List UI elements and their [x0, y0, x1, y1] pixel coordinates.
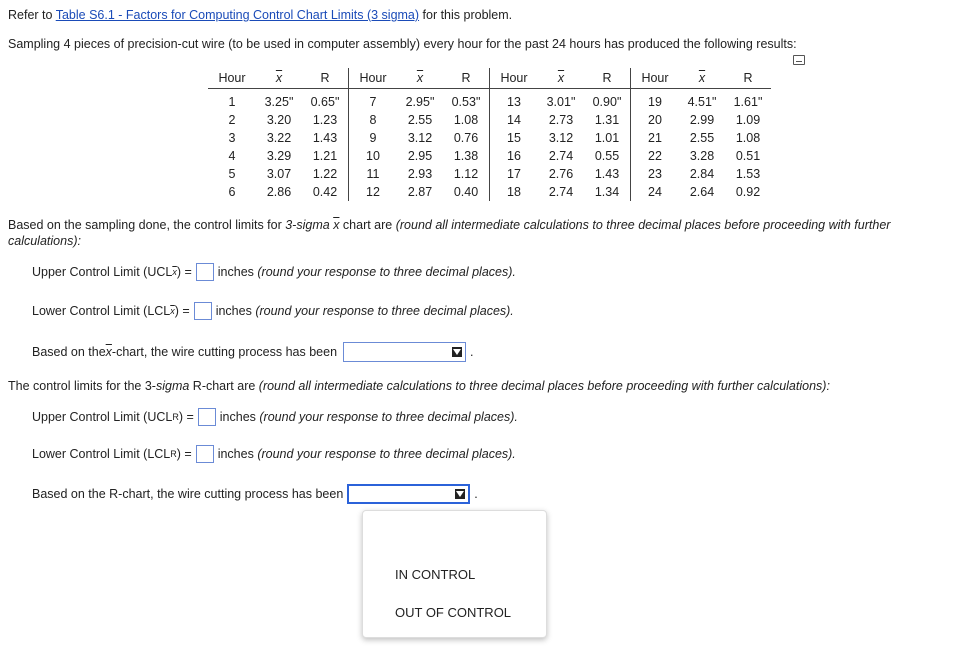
cell-hour: 19 — [631, 89, 680, 112]
cell-xbar: 3.25" — [264, 95, 294, 109]
xbar-process-x: $\overline{x}$ — [105, 345, 112, 359]
xbar-instructions — [8, 218, 890, 232]
ucl-r-eq: ) = — [178, 410, 194, 424]
cell-xbar: 2.95" — [405, 95, 435, 109]
cell-xbar: 2.84 — [689, 167, 715, 181]
cell-hour: 5 — [228, 167, 236, 181]
cell-xbar: 2.74 — [548, 185, 574, 199]
cell-xbar: 3.01" — [546, 95, 576, 109]
header-xbar: $\overline{x}$ — [256, 68, 302, 89]
copy-table-icon[interactable] — [793, 55, 805, 65]
lcl-r-round-note: (round your response to three decimal places). — [257, 447, 516, 461]
header-hour: Hour — [631, 68, 680, 89]
table-row — [208, 111, 771, 129]
lcl-x-input[interactable] — [194, 302, 212, 320]
r-note: (round all intermediate calculations to three decimal places before proceeding with further calculations): — [258, 379, 830, 393]
intro-line — [8, 8, 512, 22]
cell-r: 0.65" — [310, 95, 340, 109]
data-table — [208, 68, 771, 201]
r-process-row — [32, 484, 478, 504]
cell-xbar: 3.12 — [407, 131, 433, 145]
cell-hour: 2 — [228, 113, 236, 127]
cell-hour: 8 — [349, 111, 398, 129]
table-row — [208, 183, 771, 201]
cell-r: 1.43 — [594, 167, 620, 181]
header-r: R — [443, 68, 490, 89]
cell-r: 1.23 — [312, 113, 338, 127]
lcl-r-sub: R — [170, 449, 177, 459]
cell-xbar: 3.29 — [266, 149, 292, 163]
header-hour: Hour — [349, 68, 398, 89]
r-process-text: Based on the R-chart, the wire cutting process has been — [32, 487, 344, 501]
xbar-note-cont: calculations): — [8, 234, 81, 248]
cell-r: 1.12 — [453, 167, 479, 181]
ucl-x-input[interactable] — [196, 263, 214, 281]
cell-xbar: 2.99 — [689, 113, 715, 127]
cell-xbar: 3.07 — [266, 167, 292, 181]
option-out-of-control[interactable]: OUT OF CONTROL — [395, 605, 512, 620]
cell-hour: 1 — [228, 95, 236, 109]
ucl-x-label: Upper Control Limit (UCL — [32, 265, 173, 279]
ucl-r-units: inches — [219, 410, 256, 424]
cell-r: 1.31 — [594, 113, 620, 127]
cell-hour: 17 — [490, 165, 539, 183]
table-row — [208, 165, 771, 183]
ucl-x-round-note: (round your response to three decimal places). — [257, 265, 516, 279]
cell-hour: 14 — [490, 111, 539, 129]
table-row — [208, 129, 771, 147]
cell-r: 1.09 — [735, 113, 761, 127]
ucl-x-units: inches — [217, 265, 254, 279]
cell-hour: 23 — [631, 165, 680, 183]
cell-xbar: 2.73 — [548, 113, 574, 127]
cell-r: 0.92 — [735, 185, 761, 199]
xbar-process-pre: Based on the — [32, 345, 106, 359]
cell-r: 0.90" — [592, 95, 622, 109]
cell-xbar: 3.28 — [689, 149, 715, 163]
cell-xbar: 3.20 — [266, 113, 292, 127]
lcl-r-label: Lower Control Limit (LCL — [32, 447, 171, 461]
lcl-r-eq: ) = — [176, 447, 192, 461]
cell-r: 1.34 — [594, 185, 620, 199]
table-row — [208, 89, 771, 112]
header-r: R — [584, 68, 631, 89]
lcl-x-row — [32, 302, 514, 320]
xbar-symbol: $\overline{x}$ — [333, 218, 340, 232]
cell-hour: 12 — [349, 183, 398, 201]
cell-r: 1.53 — [735, 167, 761, 181]
cell-r: 0.40 — [453, 185, 479, 199]
xbar-note: (round all intermediate calculations to three decimal places before proceeding with further — [395, 218, 891, 232]
cell-r: 1.08 — [453, 113, 479, 127]
ucl-r-row — [32, 408, 518, 426]
cell-hour: 11 — [349, 165, 398, 183]
r-text1: The control limits for the 3- — [8, 379, 156, 393]
ucl-x-row — [32, 263, 516, 281]
cell-xbar: 2.93 — [407, 167, 433, 181]
cell-r: 0.51 — [735, 149, 761, 163]
r-status-dropdown[interactable] — [347, 484, 470, 504]
cell-r: 1.61" — [733, 95, 763, 109]
cell-hour: 24 — [631, 183, 680, 201]
cell-xbar: 2.87 — [407, 185, 433, 199]
ucl-x-eq: ) = — [176, 265, 192, 279]
cell-r: 0.42 — [312, 185, 338, 199]
cell-r: 0.76 — [453, 131, 479, 145]
cell-hour: 3 — [228, 131, 236, 145]
dropdown-arrow-icon — [455, 489, 465, 499]
cell-hour: 4 — [228, 149, 236, 163]
cell-xbar: 3.12 — [548, 131, 574, 145]
cell-r: 1.21 — [312, 149, 338, 163]
xbar-process-row — [32, 342, 474, 362]
cell-hour: 15 — [490, 129, 539, 147]
lcl-x-round-note: (round your response to three decimal places). — [255, 304, 514, 318]
header-xbar: $\overline{x}$ — [679, 68, 725, 89]
cell-hour: 18 — [490, 183, 539, 201]
intro-prefix: Refer to — [8, 8, 56, 22]
ucl-x-sub: $\overline{x}$ — [172, 267, 177, 277]
table-row — [208, 147, 771, 165]
r-text2: R-chart are — [189, 379, 259, 393]
cell-r: 1.01 — [594, 131, 620, 145]
lcl-x-units: inches — [215, 304, 252, 318]
lcl-x-sub: $\overline{x}$ — [170, 306, 175, 316]
cell-xbar: 4.51" — [687, 95, 717, 109]
lcl-x-label: Lower Control Limit (LCL — [32, 304, 171, 318]
ucl-r-round-note: (round your response to three decimal places). — [259, 410, 518, 424]
cell-r: 1.22 — [312, 167, 338, 181]
ucl-r-sub: R — [172, 412, 179, 422]
cell-hour: 10 — [349, 147, 398, 165]
cell-hour: 13 — [490, 89, 539, 112]
cell-hour: 20 — [631, 111, 680, 129]
cell-hour: 16 — [490, 147, 539, 165]
cell-hour: 6 — [228, 185, 236, 199]
r-status-dropdown-menu — [362, 510, 547, 638]
intro-suffix: for this problem. — [419, 8, 513, 22]
xbar-process-post: -chart, the wire cutting process has been — [111, 345, 338, 359]
cell-r: 0.53" — [451, 95, 481, 109]
xbar-dot: . — [470, 345, 474, 359]
cell-xbar: 2.55 — [689, 131, 715, 145]
cell-hour: 9 — [349, 129, 398, 147]
r-sigma: sigma — [155, 379, 190, 393]
table-s6-1-link[interactable]: Table S6.1 - Factors for Computing Control Chart Limits (3 sigma) — [55, 8, 420, 22]
cell-hour: 21 — [631, 129, 680, 147]
cell-r: 1.08 — [735, 131, 761, 145]
cell-xbar: 2.95 — [407, 149, 433, 163]
cell-r: 1.38 — [453, 149, 479, 163]
r-dot: . — [474, 487, 478, 501]
problem-statement: Sampling 4 pieces of precision-cut wire (to be used in computer assembly) every hour for the past 24 hours has produced the following results: — [8, 37, 797, 51]
header-r: R — [302, 68, 349, 89]
option-in-control[interactable]: IN CONTROL — [395, 567, 476, 582]
cell-hour: 7 — [349, 89, 398, 112]
header-hour: Hour — [208, 68, 256, 89]
xbar-text2: chart are — [339, 218, 396, 232]
xbar-sigma: 3-sigma — [285, 218, 330, 232]
cell-xbar: 2.64 — [689, 185, 715, 199]
cell-xbar: 2.76 — [548, 167, 574, 181]
xbar-status-dropdown[interactable] — [343, 342, 466, 362]
r-instructions — [8, 379, 830, 393]
header-xbar: $\overline{x}$ — [397, 68, 443, 89]
header-r: R — [725, 68, 771, 89]
cell-r: 0.55 — [594, 149, 620, 163]
cell-hour: 22 — [631, 147, 680, 165]
cell-r: 1.43 — [312, 131, 338, 145]
lcl-r-row — [32, 445, 516, 463]
table-header-row — [208, 68, 771, 89]
cell-xbar: 2.55 — [407, 113, 433, 127]
lcl-r-units: inches — [217, 447, 254, 461]
cell-xbar: 2.86 — [266, 185, 292, 199]
header-xbar: $\overline{x}$ — [538, 68, 584, 89]
lcl-x-eq: ) = — [174, 304, 190, 318]
cell-xbar: 3.22 — [266, 131, 292, 145]
lcl-r-input[interactable] — [196, 445, 214, 463]
xbar-text1: Based on the sampling done, the control limits for — [8, 218, 286, 232]
dropdown-arrow-icon — [452, 347, 462, 357]
cell-xbar: 2.74 — [548, 149, 574, 163]
ucl-r-label: Upper Control Limit (UCL — [32, 410, 173, 424]
ucl-r-input[interactable] — [198, 408, 216, 426]
header-hour: Hour — [490, 68, 539, 89]
